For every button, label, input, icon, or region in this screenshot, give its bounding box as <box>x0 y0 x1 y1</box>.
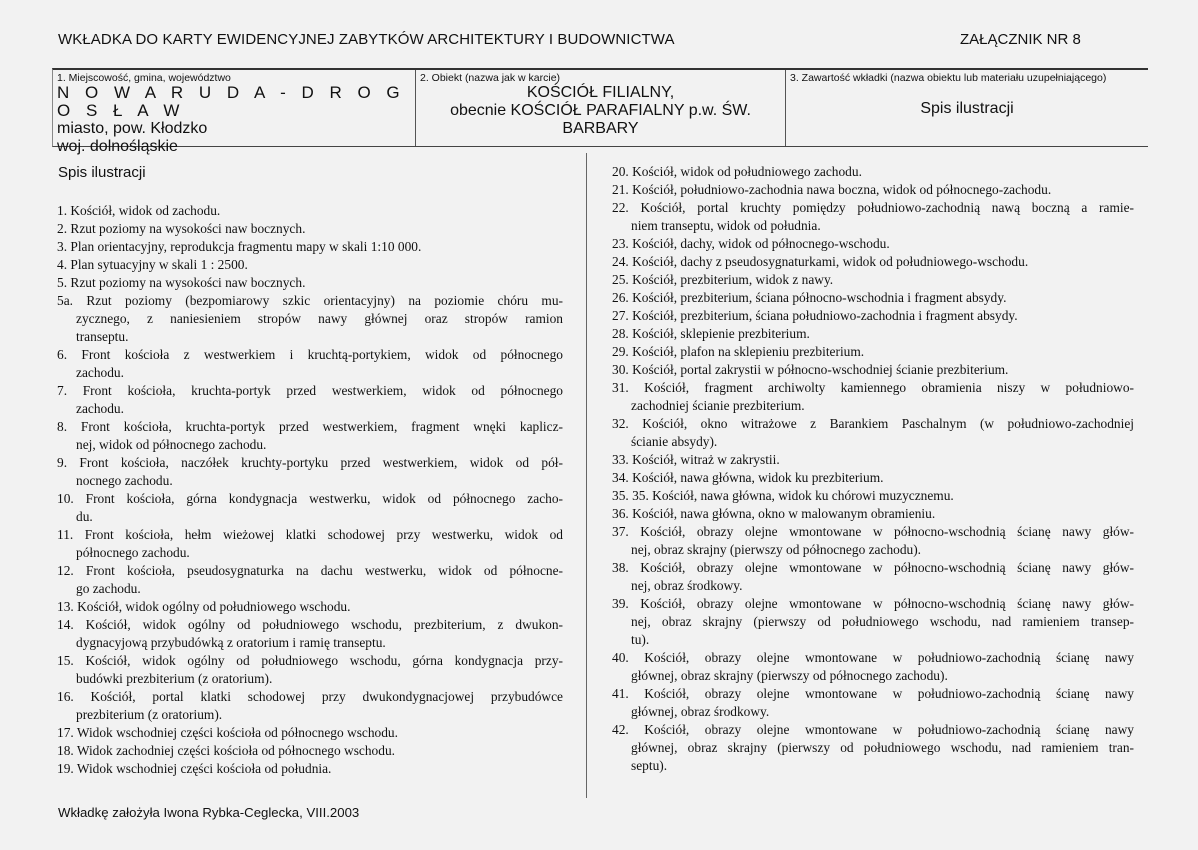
list-item-line: głównej, obraz środkowy. <box>631 704 770 719</box>
contents-cell <box>786 70 1148 146</box>
list-item-line: 20. Kościół, widok od południowego zachodu. <box>612 164 862 179</box>
list-item <box>57 742 563 760</box>
list-item <box>57 292 563 346</box>
list-item <box>57 760 563 778</box>
list-item-line: 9. Front kościoła, naczółek kruchty-portyku przed westwerkiem, widok od pół- <box>57 455 563 470</box>
footer-author: Wkładkę założyła Iwona Rybka-Ceglecka, VIII.2003 <box>58 805 360 820</box>
list-item-line: 32. Kościół, okno witrażowe z Barankiem Paschalnym (w południowo-zachodniej <box>612 416 1134 431</box>
list-item <box>612 379 1134 415</box>
list-item <box>612 343 1134 361</box>
contents-value: Spis ilustracji <box>920 100 1014 117</box>
list-item <box>57 418 563 454</box>
list-item-line: 5. Rzut poziomy na wysokości naw bocznych. <box>57 275 306 290</box>
list-item <box>57 724 563 742</box>
list-item-line: 2. Rzut poziomy na wysokości naw bocznych. <box>57 221 306 236</box>
list-item <box>57 454 563 490</box>
list-item-line: 38. Kościół, obrazy olejne wmontowane w północno-wschodnią ścianę nawy głów- <box>612 560 1134 575</box>
list-item-line: zachodu. <box>76 401 124 416</box>
list-item-line: 1. Kościół, widok od zachodu. <box>57 203 221 218</box>
list-item-line: 3. Plan orientacyjny, reprodukcja fragmentu mapy w skali 1:10 000. <box>57 239 422 254</box>
list-item-line: 36. Kościół, nawa główna, okno w malowanym obramieniu. <box>612 506 936 521</box>
list-item <box>612 487 1134 505</box>
list-item-line: 12. Front kościoła, pseudosygnaturka na dachu westwerku, widok od północne- <box>57 563 563 578</box>
list-item-line: zycznego, z naniesieniem stropów nawy głównej oraz stropów ramion <box>76 311 563 326</box>
annex-number: ZAŁĄCZNIK NR 8 <box>960 31 1081 48</box>
contents-caption: 3. Zawartość wkładki (nazwa obiektu lub materiału uzupełniającego) <box>790 72 1107 84</box>
list-item-line: 35. 35. Kościół, nawa główna, widok ku chórowi muzycznemu. <box>612 488 954 503</box>
list-item-line: go zachodu. <box>76 581 141 596</box>
list-item-line: 24. Kościół, dachy z pseudosygnaturkami, widok od południowego-wschodu. <box>612 254 1029 269</box>
list-item-line: nej, widok od północnego zachodu. <box>76 437 267 452</box>
list-item-line: 14. Kościół, widok ogólny od południowego wschodu, prezbiterium, z dwukon- <box>57 617 563 632</box>
list-item-line: nej, obraz środkowy. <box>631 578 743 593</box>
list-item <box>57 562 563 598</box>
list-item <box>612 505 1134 523</box>
list-item-line: 19. Widok wschodniej części kościoła od południa. <box>57 761 332 776</box>
list-item-line: nocnego zachodu. <box>76 473 173 488</box>
list-item-line: 7. Front kościoła, kruchta-portyk przed westwerkiem, widok od północnego <box>57 383 563 398</box>
list-item <box>612 451 1134 469</box>
location-cell <box>53 70 416 155</box>
header-table <box>52 68 1148 155</box>
list-item-line: transeptu. <box>76 329 129 344</box>
list-item <box>612 181 1134 199</box>
list-item <box>612 595 1134 649</box>
list-item <box>612 253 1134 271</box>
list-item <box>57 256 563 274</box>
list-item-line: głównej, obraz skrajny (pierwszy od północnego zachodu). <box>631 668 948 683</box>
list-item-line: 22. Kościół, portal kruchty pomiędzy południowo-zachodnią nawą boczną a ramie- <box>612 200 1134 215</box>
list-item-line: 15. Kościół, widok ogólny od południowego wschodu, górna kondygnacja przy- <box>57 653 563 668</box>
illustration-list-right <box>612 163 1134 775</box>
list-item-line: 16. Kościół, portal klatki schodowej przy dwukondygnacjowej przybudówce <box>57 689 563 704</box>
list-item-line: 4. Plan sytuacyjny w skali 1 : 2500. <box>57 257 248 272</box>
list-item <box>612 685 1134 721</box>
list-item-line: 18. Widok zachodniej części kościoła od północnego wschodu. <box>57 743 395 758</box>
list-item-line: ścianie absydy). <box>631 434 718 449</box>
list-item <box>612 649 1134 685</box>
illustration-list-left <box>57 202 563 778</box>
list-item-line: głównej, obraz skrajny (pierwszy od południowego wschodu, nad ramieniem tran- <box>631 740 1134 755</box>
document-title: WKŁADKA DO KARTY EWIDENCYJNEJ ZABYTKÓW ARCHITEKTURY I BUDOWNICTWA <box>58 31 675 48</box>
list-item-line: 33. Kościół, witraż w zakrystii. <box>612 452 780 467</box>
list-item-line: północnego zachodu. <box>76 545 190 560</box>
list-item-line: 34. Kościół, nawa główna, widok ku prezbiterium. <box>612 470 884 485</box>
list-item-line: 23. Kościół, dachy, widok od północnego-wschodu. <box>612 236 890 251</box>
list-item <box>612 199 1134 235</box>
list-item <box>57 274 563 292</box>
list-item <box>57 202 563 220</box>
list-item-line: 29. Kościół, plafon na sklepieniu prezbiterium. <box>612 344 865 359</box>
voivodeship: woj. dolnośląskie <box>57 138 178 155</box>
list-item-line: 6. Front kościoła z westwerkiem i kruchtą-portykiem, widok od północnego <box>57 347 563 362</box>
list-item-line: 28. Kościół, sklepienie prezbiterium. <box>612 326 810 341</box>
list-item <box>57 526 563 562</box>
list-item-line: zachodu. <box>76 365 124 380</box>
list-item-line: 30. Kościół, portal zakrystii w północno-wschodniej ścianie prezbiterium. <box>612 362 1009 377</box>
object-name-line3: BARBARY <box>562 120 639 137</box>
list-item <box>57 616 563 652</box>
list-item-line: 26. Kościół, prezbiterium, ściana północno-wschodnia i fragment absydy. <box>612 290 1007 305</box>
list-item <box>612 415 1134 451</box>
list-item <box>612 523 1134 559</box>
list-item <box>612 325 1134 343</box>
list-item-line: 11. Front kościoła, hełm wieżowej klatki schodowej przy westwerku, widok od <box>57 527 563 542</box>
list-item-line: 25. Kościół, prezbiterium, widok z nawy. <box>612 272 834 287</box>
list-item <box>57 598 563 616</box>
list-item-line: 31. Kościół, fragment archiwolty kamiennego obramienia niszy w południowo- <box>612 380 1134 395</box>
list-item <box>57 688 563 724</box>
list-item <box>57 652 563 688</box>
list-item <box>612 469 1134 487</box>
list-item <box>612 361 1134 379</box>
object-caption: 2. Obiekt (nazwa jak w karcie) <box>420 72 561 84</box>
list-item <box>612 163 1134 181</box>
list-item-line: 10. Front kościoła, górna kondygnacja westwerku, widok od północnego zacho- <box>57 491 563 506</box>
list-item-line: 17. Widok wschodniej części kościoła od północnego wschodu. <box>57 725 398 740</box>
list-item-line: prezbiterium (z oratorium). <box>76 707 223 722</box>
list-item-line: 41. Kościół, obrazy olejne wmontowane w południowo-zachodnią ścianę nawy <box>612 686 1134 701</box>
list-item-line: niem transeptu, widok od południa. <box>631 218 821 233</box>
list-item-line: 8. Front kościoła, kruchta-portyk przed westwerkiem, fragment wnęki kaplicz- <box>57 419 563 434</box>
location-caption: 1. Miejscowość, gmina, województwo <box>57 72 231 84</box>
municipality: miasto, pow. Kłodzko <box>57 120 208 137</box>
list-item-line: 5a. Rzut poziomy (bezpomiarowy szkic orientacyjny) na poziomie chóru mu- <box>57 293 563 308</box>
town-name: N O W A R U D A - D R O G O S Ł A W <box>57 83 406 120</box>
list-item <box>57 490 563 526</box>
list-item-line: 39. Kościół, obrazy olejne wmontowane w północno-wschodnią ścianę nawy głów- <box>612 596 1134 611</box>
object-name-line1: KOŚCIÓŁ FILIALNY, <box>526 84 675 101</box>
list-item-line: nej, obraz skrajny (pierwszy od południowego wschodu, nad ramieniem transep- <box>631 614 1134 629</box>
column-divider <box>586 153 587 798</box>
list-item <box>612 271 1134 289</box>
list-item-line: septu). <box>631 758 668 773</box>
list-item-line: 37. Kościół, obrazy olejne wmontowane w północno-wschodnią ścianę nawy głów- <box>612 524 1134 539</box>
list-item-line: nej, obraz skrajny (pierwszy od północnego zachodu). <box>631 542 922 557</box>
object-name-line2: obecnie KOŚCIÓŁ PARAFIALNY p.w. ŚW. <box>450 102 751 119</box>
list-item-line: budówki prezbiterium (z oratorium). <box>76 671 273 686</box>
list-item <box>57 220 563 238</box>
list-item-line: dygnacyjową przybudówką z oratorium i ramię transeptu. <box>76 635 386 650</box>
list-item <box>612 307 1134 325</box>
list-item-line: 40. Kościół, obrazy olejne wmontowane w południowo-zachodnią ścianę nawy <box>612 650 1134 665</box>
list-item-line: du. <box>76 509 93 524</box>
list-item-line: 13. Kościół, widok ogólny od południowego wschodu. <box>57 599 351 614</box>
list-item <box>612 235 1134 253</box>
list-item <box>57 238 563 256</box>
list-item <box>612 721 1134 775</box>
object-cell <box>416 70 786 146</box>
list-item <box>57 382 563 418</box>
list-item-line: tu). <box>631 632 650 647</box>
list-item-line: 42. Kościół, obrazy olejne wmontowane w południowo-zachodnią ścianę nawy <box>612 722 1134 737</box>
list-item-line: 27. Kościół, prezbiterium, ściana południowo-zachodnia i fragment absydy. <box>612 308 1018 323</box>
list-item <box>57 346 563 382</box>
list-item-line: 21. Kościół, południowo-zachodnia nawa boczna, widok od północnego-zachodu. <box>612 182 1052 197</box>
list-heading: Spis ilustracji <box>58 164 146 181</box>
list-item <box>612 289 1134 307</box>
list-item <box>612 559 1134 595</box>
list-item-line: zachodniej ścianie prezbiterium. <box>631 398 805 413</box>
